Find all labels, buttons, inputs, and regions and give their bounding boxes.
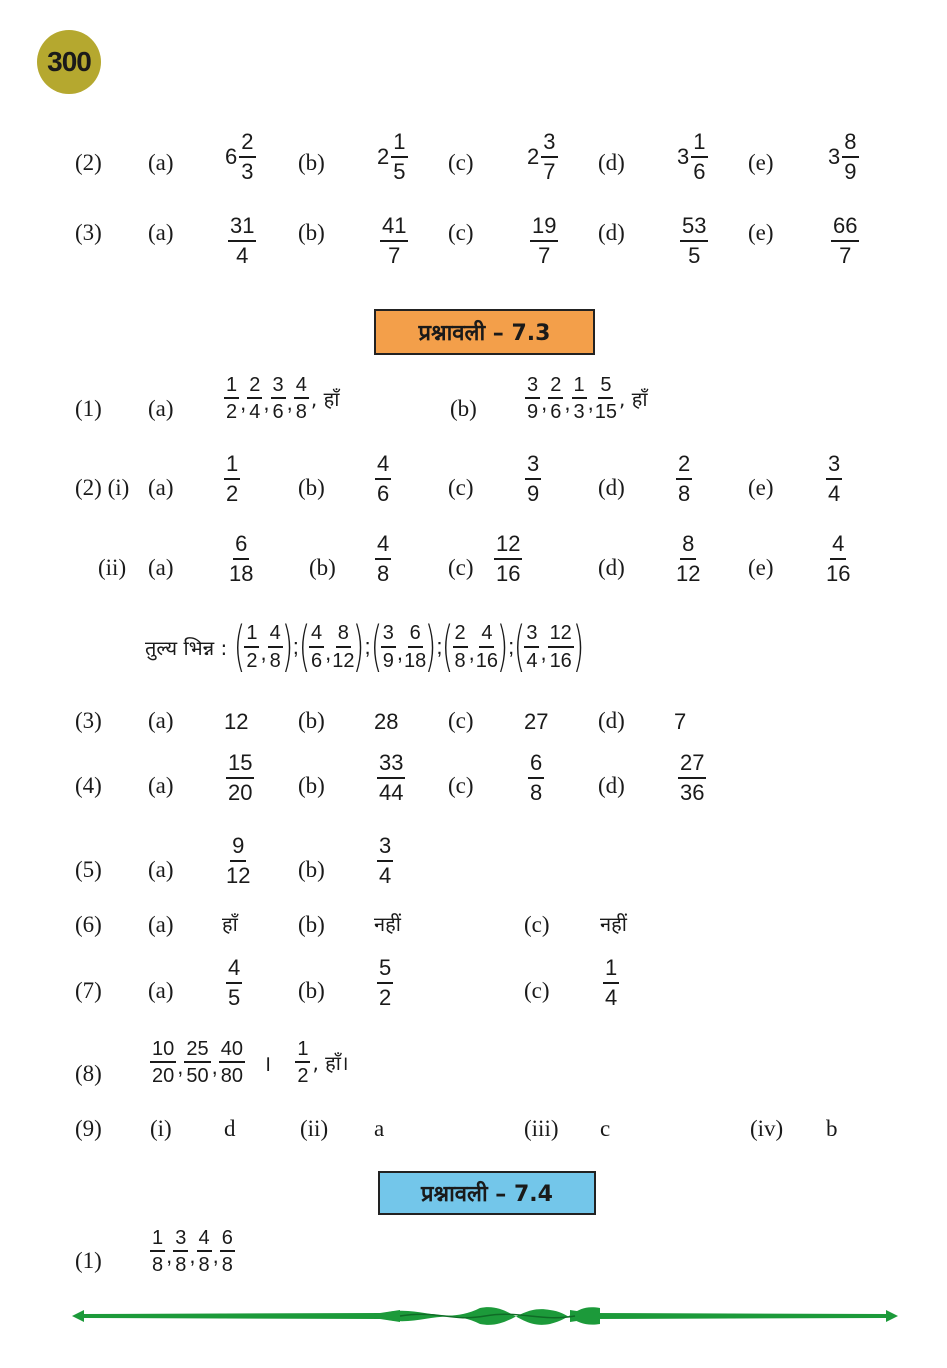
question-number: (9) <box>75 1116 102 1141</box>
numerator: 12 <box>548 622 574 647</box>
question-number: (3) <box>75 708 102 733</box>
numerator: 12 <box>494 532 522 560</box>
mixed-number <box>225 130 256 184</box>
answer-value: 28 <box>374 709 399 734</box>
numerator: 3 <box>525 452 541 480</box>
fraction <box>680 214 708 268</box>
comma: , <box>189 1242 196 1268</box>
denominator: 12 <box>226 862 251 888</box>
semicolon: ; <box>364 634 371 659</box>
denominator: 6 <box>693 158 706 184</box>
exercise-7-3-heading: प्रश्नावली – 7.3 <box>374 309 595 355</box>
denominator: 2 <box>246 649 258 672</box>
fraction <box>173 1227 188 1277</box>
numerator: 4 <box>268 622 283 647</box>
fraction-pair <box>298 615 365 678</box>
fraction <box>239 130 255 184</box>
whole-part: 3 <box>677 144 690 170</box>
denominator: 8 <box>152 1254 164 1277</box>
option-label: (c) <box>448 475 474 500</box>
fraction <box>572 374 587 424</box>
fraction <box>524 622 539 672</box>
fraction <box>453 622 468 672</box>
denominator: 8 <box>269 649 281 672</box>
answer-text: , हाँ <box>619 387 648 412</box>
numerator: 6 <box>233 532 249 560</box>
numerator: 41 <box>380 214 408 242</box>
comma: , <box>177 1053 184 1079</box>
fraction <box>476 622 498 672</box>
denominator: 6 <box>310 649 323 672</box>
numerator: 8 <box>842 130 858 158</box>
fraction <box>541 130 557 184</box>
option-label: (3) <box>75 220 102 245</box>
option-label: (d) <box>598 150 625 175</box>
numerator: 10 <box>150 1038 176 1063</box>
comma: , <box>166 1242 173 1268</box>
denominator: 3 <box>573 401 585 424</box>
numerator: 4 <box>375 532 391 560</box>
numerator: 1 <box>295 1038 310 1063</box>
numerator: 1 <box>572 374 587 399</box>
option-label: (a) <box>148 773 174 798</box>
option-label: (i) <box>150 1116 172 1141</box>
numerator: 8 <box>680 532 696 560</box>
denominator: 8 <box>454 649 466 672</box>
question-number: (5) <box>75 857 102 882</box>
option-label: (b) <box>298 220 325 245</box>
question-number: (6) <box>75 912 102 937</box>
option-label: (c) <box>448 773 474 798</box>
denominator: 8 <box>221 1254 233 1277</box>
fraction <box>219 1038 245 1088</box>
numerator: 4 <box>309 622 324 647</box>
answer-word: नहीं <box>374 912 401 936</box>
option-label: (a) <box>148 150 174 175</box>
option-label: (d) <box>598 220 625 245</box>
fraction <box>377 956 393 1010</box>
fraction <box>309 622 324 672</box>
answer-text: , हाँ। <box>312 1051 349 1076</box>
numerator: 5 <box>598 374 613 399</box>
option-label: (c) <box>524 912 550 937</box>
fraction <box>530 214 558 268</box>
option-label: (d) <box>598 708 625 733</box>
option-label: (e) <box>748 220 774 245</box>
denominator: 5 <box>688 242 701 268</box>
numerator: 3 <box>271 374 286 399</box>
comma: , <box>240 389 247 415</box>
fraction <box>603 956 619 1010</box>
numerator: 5 <box>377 956 393 984</box>
fraction <box>548 374 563 424</box>
denominator: 18 <box>229 560 254 586</box>
denominator: 15 <box>594 401 617 424</box>
option-label: (iv) <box>750 1116 784 1141</box>
fraction <box>831 214 859 268</box>
answer-value: 7 <box>674 709 687 734</box>
denominator: 9 <box>527 401 539 424</box>
numerator: 27 <box>678 751 706 779</box>
denominator: 8 <box>175 1254 187 1277</box>
denominator: 16 <box>826 560 851 586</box>
fraction <box>375 532 391 586</box>
fraction <box>268 622 283 672</box>
fraction-pair <box>370 615 437 678</box>
question-number: (1) <box>75 396 102 421</box>
whole-part: 2 <box>527 144 540 170</box>
right-paren: ) <box>572 615 585 678</box>
left-paren: ( <box>513 615 526 678</box>
fraction <box>525 374 540 424</box>
denominator: 2 <box>379 984 392 1010</box>
denominator: 4 <box>379 862 392 888</box>
fraction <box>676 532 700 586</box>
numerator: 3 <box>381 622 396 647</box>
numerator: 4 <box>830 532 846 560</box>
fraction <box>377 834 393 888</box>
fraction <box>226 834 250 888</box>
numerator: 4 <box>479 622 494 647</box>
separator-mark: । <box>263 1050 272 1076</box>
whole-part: 3 <box>828 144 841 170</box>
denominator: 20 <box>228 779 253 805</box>
option-label: (iii) <box>524 1116 559 1141</box>
option-label: (a) <box>148 912 174 937</box>
numerator: 8 <box>336 622 351 647</box>
denominator: 8 <box>198 1254 210 1277</box>
numerator: 31 <box>228 214 256 242</box>
fraction <box>224 452 240 506</box>
comma: , <box>212 1242 219 1268</box>
numerator: 1 <box>224 452 240 480</box>
answer-value: 12 <box>224 709 249 734</box>
denominator: 4 <box>526 649 538 672</box>
equivalent-label: तुल्य भिन्न : <box>145 635 228 660</box>
numerator: 3 <box>524 622 539 647</box>
numerator: 3 <box>826 452 842 480</box>
fraction <box>226 751 254 805</box>
option-label: (b) <box>298 773 325 798</box>
fraction-pair <box>513 615 585 678</box>
numerator: 4 <box>294 374 309 399</box>
numerator: 40 <box>219 1038 245 1063</box>
denominator: 4 <box>249 401 261 424</box>
mixed-number <box>527 130 558 184</box>
denominator: 2 <box>226 401 238 424</box>
numerator: 19 <box>530 214 558 242</box>
option-label: (b) <box>450 396 477 421</box>
numerator: 25 <box>184 1038 210 1063</box>
option-label: (e) <box>748 555 774 580</box>
fraction <box>404 622 426 672</box>
left-paren: ( <box>233 615 246 678</box>
fraction <box>150 1227 165 1277</box>
numerator: 15 <box>226 751 254 779</box>
numerator: 2 <box>676 452 692 480</box>
option-label: (a) <box>148 220 174 245</box>
comma: , <box>587 389 594 415</box>
numerator: 6 <box>408 622 423 647</box>
option-label: (b) <box>298 708 325 733</box>
denominator: 2 <box>297 1065 309 1088</box>
denominator: 4 <box>828 480 841 506</box>
comma: , <box>396 640 403 665</box>
fraction-list <box>150 1227 235 1277</box>
fraction-list <box>150 1038 349 1088</box>
ornament-divider <box>70 1300 900 1332</box>
exercise-7-4-heading: प्रश्नावली – 7.4 <box>378 1171 596 1215</box>
question-number: (1) <box>75 1248 102 1273</box>
fraction <box>676 452 692 506</box>
denominator: 8 <box>530 779 543 805</box>
numerator: 1 <box>691 130 707 158</box>
option-label: (e) <box>748 475 774 500</box>
denominator: 8 <box>377 560 390 586</box>
denominator: 5 <box>393 158 406 184</box>
numerator: 53 <box>680 214 708 242</box>
semicolon: ; <box>436 634 443 659</box>
fraction <box>228 214 256 268</box>
comma: , <box>564 389 571 415</box>
whole-part: 2 <box>377 144 390 170</box>
question-number: (ii) <box>98 555 127 580</box>
option-label: (c) <box>448 708 474 733</box>
match-answer: c <box>600 1116 611 1141</box>
denominator: 8 <box>295 401 307 424</box>
fraction <box>842 130 858 184</box>
answer-text: , हाँ <box>310 387 340 412</box>
option-label: (d) <box>598 475 625 500</box>
whole-part: 6 <box>225 144 238 170</box>
numerator: 2 <box>239 130 255 158</box>
option-label: (b) <box>298 912 325 937</box>
option-label: (b) <box>298 978 325 1003</box>
option-label: (c) <box>524 978 550 1003</box>
answer-value: 27 <box>524 709 549 734</box>
denominator: 50 <box>186 1065 209 1088</box>
comma: , <box>260 640 267 665</box>
option-label: (c) <box>448 555 474 580</box>
numerator: 6 <box>528 751 544 779</box>
numerator: 3 <box>525 374 540 399</box>
match-answer: b <box>826 1116 838 1141</box>
denominator: 80 <box>220 1065 243 1088</box>
denominator: 2 <box>226 480 239 506</box>
fraction <box>826 532 850 586</box>
fraction <box>381 622 396 672</box>
denominator: 16 <box>475 649 499 672</box>
option-label: (a) <box>148 978 174 1003</box>
fraction <box>184 1038 210 1088</box>
answer-word: नहीं <box>600 912 627 936</box>
mixed-number <box>677 130 708 184</box>
fraction <box>271 374 286 424</box>
numerator: 3 <box>541 130 557 158</box>
fraction <box>295 1038 310 1088</box>
numerator: 6 <box>220 1227 235 1252</box>
fraction-pair <box>233 615 294 678</box>
option-label: (b) <box>298 150 325 175</box>
option-label: (a) <box>148 475 174 500</box>
semicolon: ; <box>292 634 299 659</box>
option-label: (d) <box>598 555 625 580</box>
option-label: (a) <box>148 555 174 580</box>
denominator: 8 <box>678 480 691 506</box>
option-label: (c) <box>448 220 474 245</box>
option-label: (a) <box>148 708 174 733</box>
fraction <box>691 130 707 184</box>
left-paren: ( <box>442 615 454 678</box>
fraction <box>391 130 407 184</box>
denominator: 9 <box>382 649 394 672</box>
option-label: (b) <box>298 857 325 882</box>
fraction <box>375 452 391 506</box>
fraction <box>494 532 522 586</box>
denominator: 7 <box>538 242 551 268</box>
fraction-list <box>224 374 339 424</box>
denominator: 7 <box>839 242 852 268</box>
fraction <box>826 452 842 506</box>
fraction-list <box>525 374 648 424</box>
numerator: 2 <box>453 622 468 647</box>
match-answer: a <box>374 1116 385 1141</box>
fraction <box>244 622 259 672</box>
fraction <box>525 452 541 506</box>
denominator: 5 <box>228 984 241 1010</box>
option-label: (a) <box>148 396 174 421</box>
page-number-badge: 300 <box>37 30 101 94</box>
denominator: 44 <box>379 779 404 805</box>
right-paren: ) <box>281 615 294 678</box>
semicolon: ; <box>508 634 515 659</box>
denominator: 12 <box>332 649 355 672</box>
mixed-number <box>377 130 408 184</box>
fraction <box>332 622 354 672</box>
option-label: (ii) <box>300 1116 329 1141</box>
fraction <box>220 1227 235 1277</box>
fraction <box>247 374 262 424</box>
fraction-pair <box>442 615 509 678</box>
denominator: 20 <box>152 1065 175 1088</box>
comma: , <box>286 389 293 415</box>
comma: , <box>540 640 547 665</box>
mixed-number <box>828 130 859 184</box>
denominator: 16 <box>549 649 572 672</box>
denominator: 4 <box>236 242 249 268</box>
option-label: (b) <box>309 555 336 580</box>
denominator: 3 <box>241 158 254 184</box>
question-number: (4) <box>75 773 102 798</box>
option-label: (2) <box>75 150 102 175</box>
denominator: 6 <box>377 480 390 506</box>
denominator: 4 <box>605 984 618 1010</box>
comma: , <box>325 640 332 665</box>
fraction <box>380 214 408 268</box>
numerator: 1 <box>391 130 407 158</box>
numerator: 9 <box>230 834 246 862</box>
left-paren: ( <box>298 615 311 678</box>
numerator: 1 <box>150 1227 165 1252</box>
numerator: 3 <box>377 834 393 862</box>
comma: , <box>541 389 548 415</box>
question-number: (2) (i) <box>75 475 130 500</box>
answer-word: हाँ <box>222 912 238 936</box>
equivalent-fractions <box>145 615 585 678</box>
denominator: 16 <box>496 560 521 586</box>
denominator: 12 <box>676 560 701 586</box>
fraction <box>197 1227 212 1277</box>
numerator: 4 <box>226 956 242 984</box>
denominator: 7 <box>388 242 401 268</box>
fraction <box>595 374 617 424</box>
fraction <box>377 751 405 805</box>
numerator: 1 <box>224 374 239 399</box>
numerator: 1 <box>603 956 619 984</box>
denominator: 6 <box>550 401 562 424</box>
left-paren: ( <box>370 615 383 678</box>
comma: , <box>468 640 475 665</box>
numerator: 1 <box>244 622 259 647</box>
denominator: 9 <box>844 158 857 184</box>
denominator: 7 <box>543 158 556 184</box>
question-number: (8) <box>75 1061 102 1086</box>
numerator: 2 <box>247 374 262 399</box>
denominator: 6 <box>272 401 284 424</box>
numerator: 2 <box>548 374 563 399</box>
fraction <box>229 532 253 586</box>
numerator: 33 <box>377 751 405 779</box>
fraction <box>528 751 544 805</box>
match-answer: d <box>224 1116 236 1141</box>
numerator: 4 <box>197 1227 212 1252</box>
denominator: 36 <box>680 779 705 805</box>
numerator: 4 <box>375 452 391 480</box>
comma: , <box>211 1053 218 1079</box>
fraction <box>224 374 239 424</box>
right-paren: ) <box>424 615 437 678</box>
option-label: (d) <box>598 773 625 798</box>
right-paren: ) <box>496 615 509 678</box>
comma: , <box>263 389 270 415</box>
denominator: 9 <box>527 480 540 506</box>
fraction <box>226 956 242 1010</box>
option-label: (b) <box>298 475 325 500</box>
denominator: 18 <box>404 649 427 672</box>
numerator: 66 <box>831 214 859 242</box>
right-paren: ) <box>353 615 365 678</box>
numerator: 3 <box>173 1227 188 1252</box>
fraction <box>294 374 309 424</box>
option-label: (e) <box>748 150 774 175</box>
option-label: (c) <box>448 150 474 175</box>
fraction <box>150 1038 176 1088</box>
fraction <box>548 622 574 672</box>
option-label: (a) <box>148 857 174 882</box>
question-number: (7) <box>75 978 102 1003</box>
fraction <box>678 751 706 805</box>
